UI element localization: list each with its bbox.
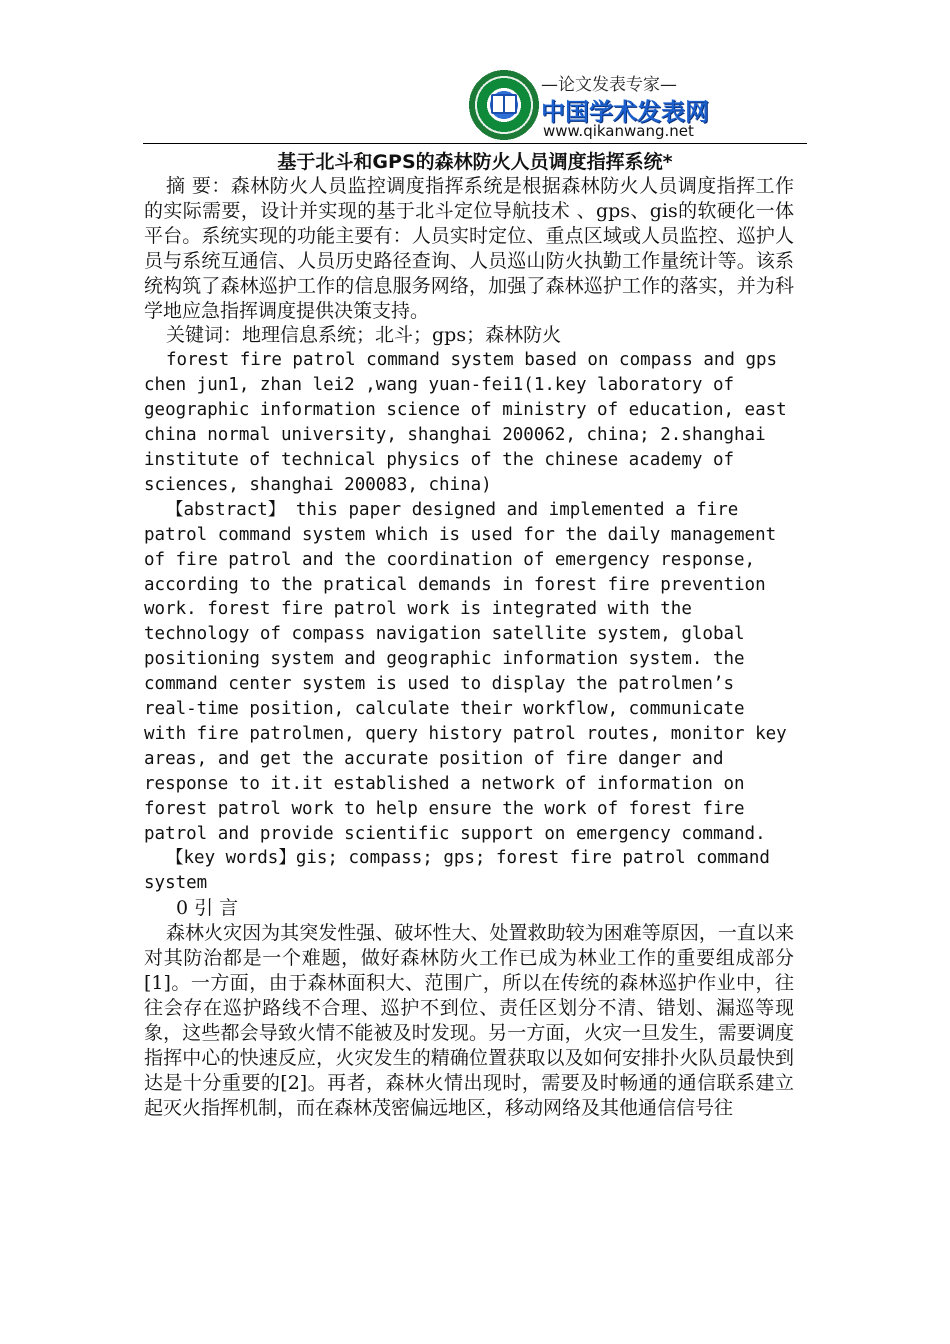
- paper-body: [144, 150, 794, 1120]
- intro-paragraph: 森林火灾因为其突发性强、破坏性大、处置救助较为困难等原因，一直以来对其防治都是一个难题，做好森林防火工作已成为林业工作的重要组成部分[1]。一方面，由于森林面积大、范围广，所以在传统的森林巡护作业中，往往会存在巡护路线不合理、巡护不到位、责任区划分不清、错划、漏巡等现象，这些都会导致火情不能被及时发现。另一方面，火灾一旦发生，需要调度指挥中心的快速反应，火灾发生的精确位置获取以及如何安排扑火队员最快到达是十分重要的[2]。再者，森林火情出现时，需要及时畅通的通信联系建立起灭火指挥机制，而在森林茂密偏远地区，移动网络及其他通信信号往: [144, 922, 794, 1119]
- keywords-cn: 关键词：地理信息系统；北斗；gps；森林防火: [166, 324, 562, 347]
- logo-url: www.qikanwang.net: [543, 122, 694, 140]
- logo-name: 中国学术发表网: [541, 98, 709, 126]
- logo-tagline: —论文发表专家—: [541, 75, 677, 95]
- seal-icon: [469, 68, 539, 142]
- publisher-logo: [469, 68, 709, 142]
- abstract-en: 【abstract】 this paper designed and implemented a fire patrol command system which is used for the daily management of fire patrol and the coordination of emergency response, according to the pratical demands in forest fire prevention work. forest fire patrol work is integrated with the technology of compass navigation satellite system, global positioning system and geographic information system. the command center system is used to display the patrolmen’s real-time position, calculate their workflow, communicate with fire patrolmen, query history patrol routes, monitor key areas, and get the accurate position of fire danger and response to it.it established a network of information on forest patrol work to help ensure the work of forest fire patrol and provide scientific support on emergency command.: [144, 499, 787, 844]
- english-title-authors: forest fire patrol command system based on compass and gps chen jun1, zhan lei2 ,wang yuan-fei1(1.key laboratory of geographic information science of ministry of education, east china normal university, shanghai 200062, china; 2.shanghai institute of technical physics of the chinese academy of sciences, shanghai 200083, china): [144, 350, 787, 495]
- section-heading: 0 引 言: [176, 897, 239, 920]
- header-rule: [143, 143, 807, 144]
- abstract-cn: 摘 要：森林防火人员监控调度指挥系统是根据森林防火人员调度指挥工作的实际需要，设计并实现的基于北斗定位导航技术 、gps、gis的软硬化一体平台。系统实现的功能主要有：人员实时定位、重点区域或人员监控、巡护人员与系统互通信、人员历史路径查询、人员巡山防火执勤工作量统计等。该系统构筑了森林巡护工作的信息服务网络，加强了森林巡护工作的落实，并为科学地应急指挥调度提供决策支持。: [144, 175, 794, 322]
- paper-title: 基于北斗和GPS的森林防火人员调度指挥系统*: [277, 151, 673, 173]
- keywords-en: 【key words】gis; compass; gps; forest fire patrol command system: [144, 848, 770, 894]
